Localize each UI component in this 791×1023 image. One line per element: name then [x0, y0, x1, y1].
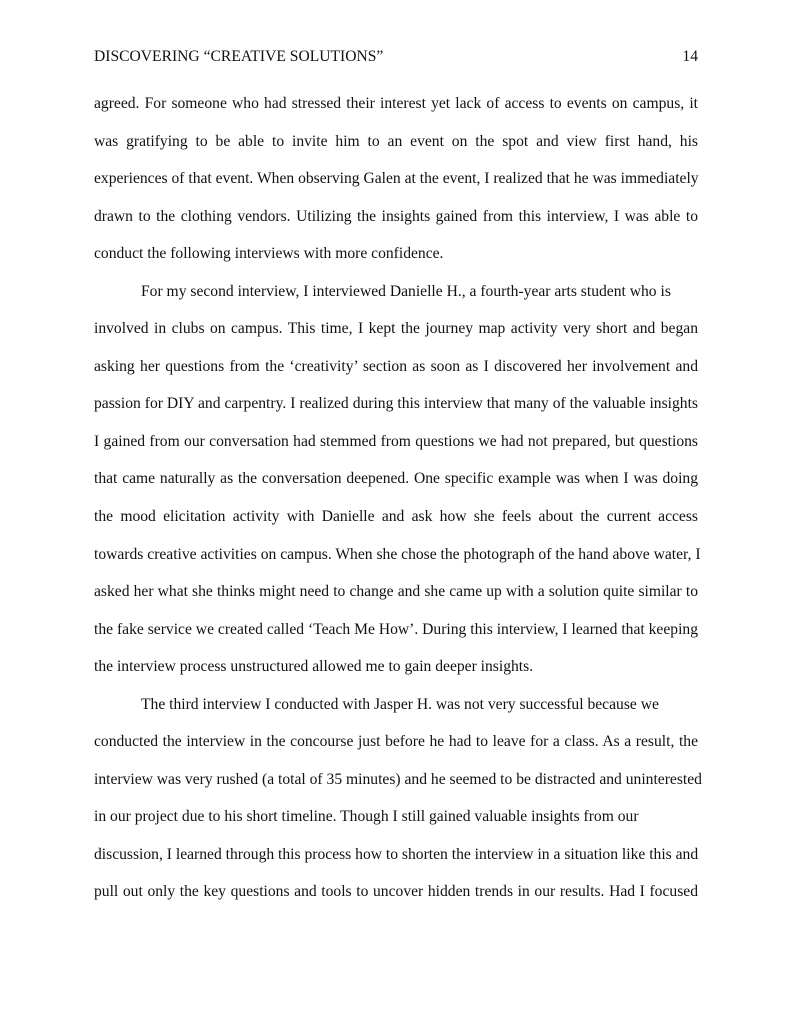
text-line: pull out only the key questions and tools to uncover hidden trends in our results. Had I focused — [94, 883, 698, 901]
text-line: asking her questions from the ‘creativity’ section as soon as I discovered her involvement and — [94, 357, 698, 375]
body-text — [94, 93, 702, 919]
text-line: experiences of that event. When observing Galen at the event, I realized that he was immediately — [94, 170, 699, 188]
text-line: asked her what she thinks might need to change and she came up with a solution quite similar to — [94, 583, 698, 601]
text-line: discussion, I learned through this process how to shorten the interview in a situation like this and — [94, 845, 699, 863]
text-line: The third interview I conducted with Jasper H. was not very successful because we — [141, 695, 659, 713]
text-line: involved in clubs on campus. This time, I kept the journey map activity very short and began — [94, 320, 698, 338]
text-line: towards creative activities on campus. When she chose the photograph of the hand above water, I — [94, 545, 701, 563]
text-line: was gratifying to be able to invite him to an event on the spot and view first hand, his — [94, 132, 698, 150]
text-line: the mood elicitation activity with Danielle and ask how she feels about the current access — [94, 508, 698, 526]
text-line: interview was very rushed (a total of 35 minutes) and he seemed to be distracted and uninterested — [94, 770, 702, 788]
text-line: For my second interview, I interviewed Danielle H., a fourth-year arts student who is — [141, 282, 671, 300]
running-head — [94, 47, 698, 67]
running-head-title: DISCOVERING “CREATIVE SOLUTIONS” — [94, 48, 384, 65]
text-line: passion for DIY and carpentry. I realized during this interview that many of the valuable insights — [94, 395, 698, 413]
text-line: drawn to the clothing vendors. Utilizing the insights gained from this interview, I was able to — [94, 207, 698, 225]
text-line: conducted the interview in the concourse just before he had to leave for a class. As a result, the — [94, 733, 698, 751]
text-line: I gained from our conversation had stemmed from questions we had not prepared, but questions — [94, 432, 698, 450]
text-line: agreed. For someone who had stressed their interest yet lack of access to events on campus, it — [94, 95, 698, 112]
paragraph — [94, 93, 698, 281]
text-line: conduct the following interviews with more confidence. — [94, 245, 444, 263]
text-line: the interview process unstructured allowed me to gain deeper insights. — [94, 658, 534, 676]
paragraph — [94, 281, 701, 694]
page-number: 14 — [682, 48, 698, 65]
text-line: in our project due to his short timeline. Though I still gained valuable insights from our — [94, 808, 639, 826]
paragraph — [94, 694, 702, 919]
text-line: that came naturally as the conversation deepened. One specific example was when I was doing — [94, 470, 698, 488]
text-line: the fake service we created called ‘Teach Me How’. During this interview, I learned that keeping — [94, 620, 698, 638]
